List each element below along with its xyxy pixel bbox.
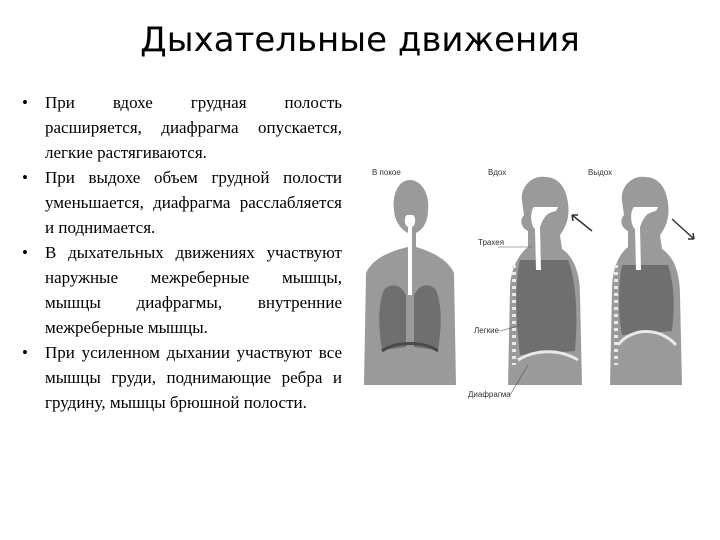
bullet-item: • При вдохе грудная полость расширяется, диафрагма опускается, легкие растягиваются. bbox=[22, 90, 342, 165]
bullet-item: • При усиленном дыхании участвуют все мышцы груди, поднимающие ребра и грудину, мышцы брюшной полости. bbox=[22, 340, 342, 415]
figure-inhale bbox=[508, 177, 582, 385]
bullet-item: • В дыхательных движениях участвуют наружные межреберные мышцы, мышцы диафрагмы, внутренние межреберные мышцы. bbox=[22, 240, 342, 340]
figure-rest bbox=[364, 180, 456, 385]
label-exhale: Выдох bbox=[588, 168, 613, 177]
label-diaphragm: Диафрагма bbox=[468, 390, 511, 399]
label-lungs: Легкие bbox=[474, 326, 500, 335]
label-rest: В покое bbox=[372, 168, 401, 177]
inhale-arrow-icon bbox=[572, 215, 592, 231]
breathing-illustration bbox=[360, 155, 715, 410]
slide-title: Дыхательные движения bbox=[140, 20, 580, 60]
breathing-figure-svg bbox=[360, 155, 715, 410]
bullet-list bbox=[22, 90, 342, 415]
figure-exhale bbox=[610, 177, 682, 385]
label-trachea: Трахея bbox=[478, 238, 505, 247]
label-inhale: Вдох bbox=[488, 168, 507, 177]
bullet-item: • При выдохе объем грудной полости уменьшается, диафрагма расслабляется и поднимается. bbox=[22, 165, 342, 240]
exhale-arrow-icon bbox=[672, 219, 694, 239]
